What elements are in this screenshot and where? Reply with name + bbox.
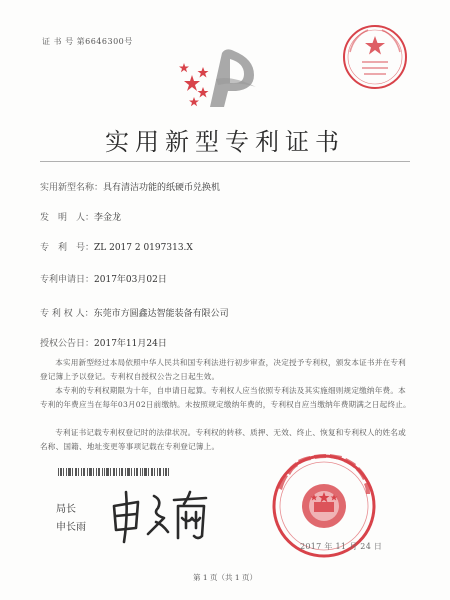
grant-date-label: 授权公告日： <box>40 339 95 349</box>
inventor-row <box>40 210 121 223</box>
inventor-label: 发 明 人： <box>40 213 95 223</box>
round-seal-icon <box>340 22 410 92</box>
patent-number-row <box>40 240 193 253</box>
page-title: 实用新型专利证书 <box>105 128 345 156</box>
body-paragraph-register: 专利证书记载专利权登记时的法律状况。专利权的转移、质押、无效、终止、恢复和专利权人的姓名或名称、国籍、地址变更等事项记载在专利登记簿上。 <box>40 428 406 452</box>
certificate-number: 证 书 号 第6646300号 <box>42 37 133 46</box>
patent-number-value: ZL 2017 2 0197313.X <box>94 243 193 253</box>
seal-date: 2017 年 11 月 24 日 <box>300 542 383 551</box>
utility-model-name-value: 具有清洁功能的纸硬币兑换机 <box>103 183 221 193</box>
body-paragraph-grant: 本实用新型经过本局依照中华人民共和国专利法进行初步审查，决定授予专利权，颁发本证书并在专利登记簿上予以登记。专利权自授权公告之日起生效。 <box>40 358 406 382</box>
director-name: 申长雨 <box>56 522 86 533</box>
page-number: 第 1 页（共 1 页） <box>192 573 258 582</box>
patent-holder-row <box>40 306 229 319</box>
handwritten-signature <box>108 488 210 544</box>
body-paragraph-term: 本专利的专利权期限为十年，自申请日起算。专利权人应当依照专利法及其实施细则规定缴纳年费。本专利的年费应当在每年03月02日前缴纳。未按照规定缴纳年费的，专利权自应当缴纳年费期满之日起终止。 <box>40 386 411 410</box>
patent-holder-label: 专 利 权 人： <box>40 309 94 319</box>
patent-number-label: 专 利 号： <box>40 243 95 253</box>
utility-model-name-label: 实用新型名称： <box>40 183 104 193</box>
title-divider <box>40 161 410 162</box>
utility-model-name-row <box>40 180 220 193</box>
inventor-value: 李金龙 <box>94 213 122 223</box>
patent-holder-value: 东莞市方圆鑫达智能装备有限公司 <box>93 309 229 319</box>
filing-date-label: 专利申请日： <box>40 275 95 285</box>
director-title: 局长 <box>56 504 76 515</box>
barcode-icon <box>58 468 170 476</box>
filing-date-row <box>40 272 167 285</box>
filing-date-value: 2017年03月02日 <box>94 275 167 285</box>
grant-date-value: 2017年11月24日 <box>94 339 167 349</box>
cnipa-emblem-icon <box>172 45 282 115</box>
grant-date-row <box>40 336 167 349</box>
